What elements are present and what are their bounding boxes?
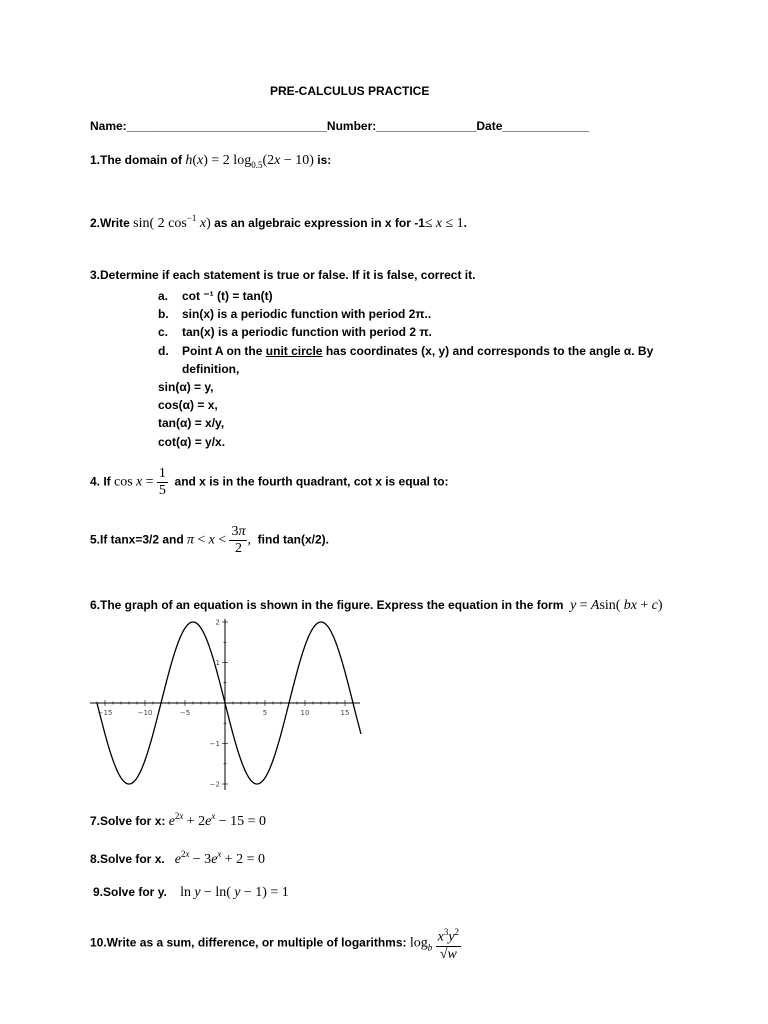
q3-item-d bbox=[158, 344, 653, 358]
q5-fraction: $\frac{3\pi}{2}$ bbox=[231, 524, 246, 556]
q2-end: . bbox=[463, 216, 467, 230]
q2-formula: sin( 2 cos bbox=[133, 216, 187, 231]
q2-prefix: 2.Write bbox=[90, 216, 130, 230]
q8-formula: e bbox=[174, 852, 181, 867]
q3-def-cot: cot(α) = y/x. bbox=[158, 435, 226, 449]
q4-fraction: $\frac{1}{5}$ bbox=[158, 466, 166, 498]
q9-formula: ln bbox=[180, 885, 192, 900]
question-3-intro: 3.Determine if each statement is true or false. If it is false, correct it. bbox=[90, 268, 476, 282]
q1-formula: h bbox=[185, 153, 193, 168]
question-1: 1.The domain of h(x) = 2 $\log_{0.5}(2x - 10)$ is: bbox=[90, 153, 332, 170]
q6-form-formula: y bbox=[570, 598, 577, 613]
q10-prefix: 10.Write as a sum, difference, or multiple of logarithms: bbox=[90, 935, 407, 950]
q3-item-a-letter: a. bbox=[158, 289, 169, 303]
q3-item-d-letter: d. bbox=[158, 344, 169, 358]
q3-item-c-text: tan(x) is a periodic function with period 2 π. bbox=[182, 325, 432, 339]
q3-item-d-text-b: has coordinates (x, y) and corresponds to the angle α. By bbox=[325, 344, 654, 358]
unit-circle-link: unit circle bbox=[265, 344, 323, 358]
header-line bbox=[90, 119, 589, 133]
number-field-label: Number:_______________ bbox=[326, 119, 477, 133]
q3-item-a bbox=[158, 289, 273, 303]
question-7: 7.Solve for x: $e^{2x} + 2e^x - 15 = 0$ bbox=[90, 811, 267, 829]
x-tick-label: −10 bbox=[137, 709, 153, 717]
y-tick-label: −1 bbox=[209, 740, 220, 748]
x-tick-label: −5 bbox=[179, 709, 191, 717]
q3-item-d-continued: definition, bbox=[182, 362, 240, 376]
q3-item-c bbox=[158, 325, 432, 339]
y-tick-label: 1 bbox=[215, 659, 220, 667]
q4-suffix: and x is in the fourth quadrant, cot x is equal to: bbox=[174, 474, 449, 489]
x-tick-label: 15 bbox=[340, 709, 350, 717]
q3-def-cos: cos(α) = x, bbox=[158, 398, 218, 412]
q5-suffix: find tan(x/2). bbox=[257, 532, 329, 547]
question-8: 8.Solve for x. $e^{2x} - 3e^x + 2 = 0$ bbox=[90, 849, 266, 867]
question-2: 2.Write sin( 2 $\cos^{-1} x$) as an algebraic expression in x for -1≤ x ≤ 1. bbox=[90, 213, 467, 231]
q9-prefix: 9.Solve for y. bbox=[93, 885, 167, 899]
q1-suffix: is: bbox=[317, 153, 332, 167]
q3-item-b-text: sin(x) is a periodic function with period 2π.. bbox=[182, 307, 432, 321]
x-tick-label: −15 bbox=[97, 709, 113, 717]
q6-prefix: 6.The graph of an equation is shown in the figure. Express the equation in the form bbox=[90, 598, 564, 612]
q10-formula: log bbox=[409, 935, 428, 951]
q3-item-b-letter: b. bbox=[158, 307, 169, 321]
q3-item-c-letter: c. bbox=[158, 325, 169, 339]
q7-formula: e bbox=[168, 814, 175, 829]
x-tick-label: 10 bbox=[300, 709, 310, 717]
q10-fraction: $\frac{x^3y^2}{√w}$ bbox=[436, 924, 461, 963]
y-tick-label: 2 bbox=[215, 618, 220, 627]
sine-graph bbox=[88, 617, 368, 792]
q3-def-tan: tan(α) = x/y, bbox=[158, 416, 225, 430]
question-5: 5.If tanx=3/2 and π < x < $\frac{3\pi}{2}$ , find tan(x/2). bbox=[90, 524, 329, 556]
q8-prefix: 8.Solve for x. bbox=[90, 852, 165, 866]
q5-formula: π bbox=[187, 532, 195, 548]
q4-prefix: 4. If bbox=[90, 474, 111, 489]
page-title: PRE-CALCULUS PRACTICE bbox=[270, 84, 430, 98]
name-field-label: Name:______________________________ bbox=[90, 119, 327, 133]
q5-prefix: 5.If tanx=3/2 and bbox=[90, 532, 184, 547]
question-4: 4. If cos x = $\frac{1}{5}$ and x is in the fourth quadrant, cot x is equal to: bbox=[90, 466, 449, 498]
q3-item-b bbox=[158, 307, 431, 321]
q3-item-d-text-a: Point A on the bbox=[182, 344, 263, 358]
q7-prefix: 7.Solve for x: bbox=[90, 814, 166, 828]
date-field-label: Date_____________ bbox=[476, 119, 590, 133]
question-9: 9.Solve for y. ln y − ln( y − 1) = 1 bbox=[93, 885, 289, 900]
q2-suffix: as an algebraic expression in x for -1 bbox=[214, 216, 425, 230]
question-10: 10.Write as a sum, difference, or multiple of logarithms: $\log_b$ $\frac{x^3y^2}{√w}$ bbox=[90, 924, 461, 963]
q3-def-sin: sin(α) = y, bbox=[158, 380, 214, 394]
q1-prefix: 1.The domain of bbox=[90, 153, 183, 167]
q4-formula: cos bbox=[114, 474, 133, 490]
y-tick-label: −2 bbox=[209, 780, 220, 789]
question-6: 6.The graph of an equation is shown in the figure. Express the equation in the form y = Asin( bx + c) bbox=[90, 598, 663, 613]
q3-item-a-text: cot ⁻¹ (t) = tan(t) bbox=[182, 289, 273, 303]
x-tick-label: 5 bbox=[262, 709, 268, 717]
